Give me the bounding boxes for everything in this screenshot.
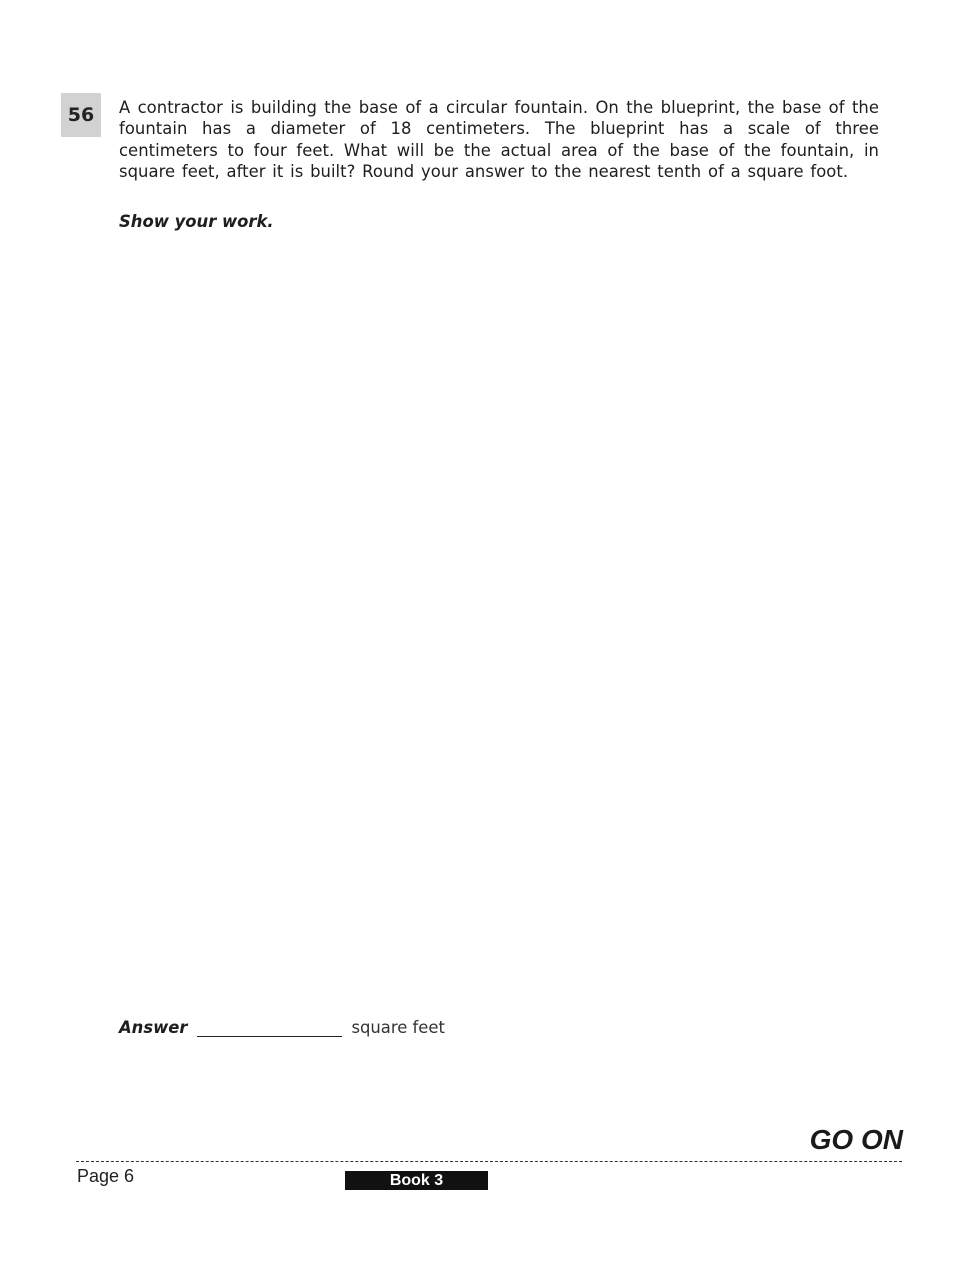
- page-number: Page 6: [77, 1166, 135, 1186]
- book-badge: Book 3: [345, 1171, 488, 1190]
- footer-dashed-rule: [76, 1161, 902, 1162]
- answer-label: Answer: [119, 1018, 188, 1037]
- question-number: 56: [61, 93, 101, 137]
- answer-blank[interactable]: [197, 1021, 342, 1037]
- show-work-instruction: Show your work.: [119, 212, 274, 231]
- answer-unit: square feet: [351, 1018, 445, 1037]
- answer-row: [119, 1018, 445, 1037]
- question-text: A contractor is building the base of a circular fountain. On the blueprint, the base of the fountain has a diameter of 18 centimeters. The blueprint has a scale of three centimeters to four feet. What will be the actual area of the base of the fountain, in square feet, after it is built? Round your answer to the nearest tenth of a square foot.: [119, 98, 879, 181]
- go-on-label: GO ON: [809, 1124, 903, 1155]
